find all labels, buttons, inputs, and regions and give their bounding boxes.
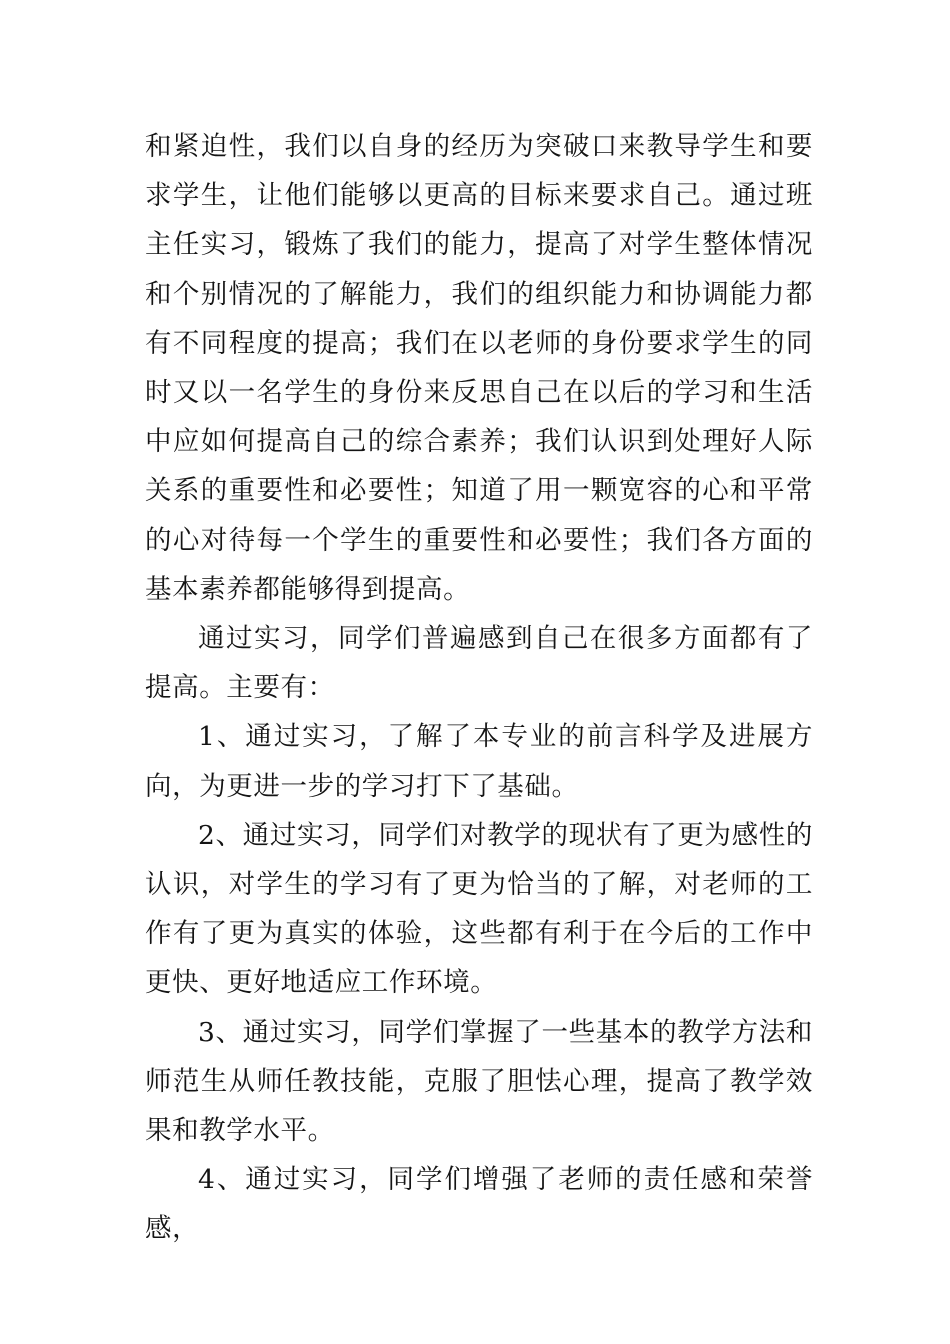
- list-item-1: 1、通过实习，了解了本专业的前言科学及进展方向，为更进一步的学习打下了基础。: [145, 721, 813, 802]
- list-item-2: 2、通过实习，同学们对教学的现状有了更为感性的认识，对学生的学习有了更为恰当的了解，对老师的工作有了更为真实的体验，这些都有利于在今后的工作中更快、更好地适应工作环境。: [145, 819, 813, 999]
- document-body: [145, 122, 813, 1254]
- list-item-4: 4、通过实习，同学们增强了老师的责任感和荣誉感，: [145, 1164, 813, 1245]
- paragraph-1: 和紧迫性，我们以自身的经历为突破口来教导学生和要求学生，让他们能够以更高的目标来要求自己。通过班主任实习，锻炼了我们的能力，提高了对学生整体情况和个别情况的了解能力，我们的组织能力和协调能力都有不同程度的提高；我们在以老师的身份要求学生的同时又以一名学生的身份来反思自己在以后的学习和生活中应如何提高自己的综合素养；我们认识到处理好人际关系的重要性和必要性；知道了用一颗宽容的心和平常的心对待每一个学生的重要性和必要性；我们各方面的基本素养都能够得到提高。: [145, 131, 813, 605]
- paragraph-2: 通过实习，同学们普遍感到自己在很多方面都有了提高。主要有：: [145, 623, 813, 704]
- list-item-3: 3、通过实习，同学们掌握了一些基本的教学方法和师范生从师任教技能，克服了胆怯心理，提高了教学效果和教学水平。: [145, 1016, 813, 1147]
